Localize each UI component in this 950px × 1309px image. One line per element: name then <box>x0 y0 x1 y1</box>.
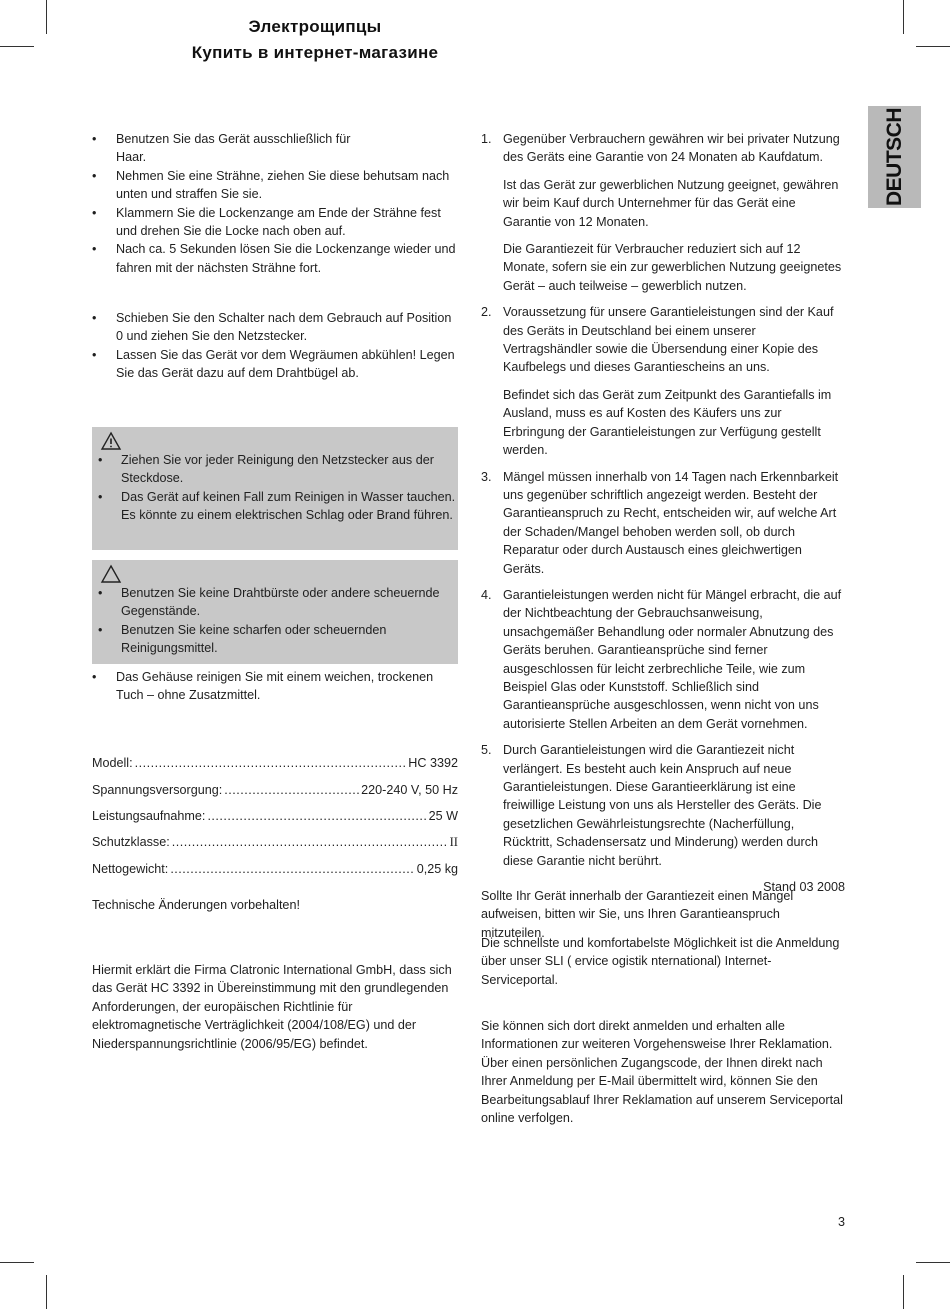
usage-list <box>92 130 458 277</box>
service-portal-note: Die schnellste und komfortabelste Möglichkeit ist die Anmeldung über unser SLI ( ervice ogistik nternational) Internet-Serviceportal. <box>481 936 840 987</box>
crop-mark <box>903 1275 904 1309</box>
spec-row-protection-class <box>92 833 458 851</box>
language-tab <box>868 106 921 208</box>
crop-mark <box>903 0 904 34</box>
list-item: • Lassen Sie das Gerät vor dem Wegräumen abkühlen! Legen Sie das Gerät dazu auf dem Drahtbügel ab. <box>92 346 458 383</box>
crop-mark <box>0 46 34 47</box>
list-item: 2. Voraussetzung für unsere Garantieleistungen sind der Kauf des Geräts in Deutschland bei einem unserer Vertragshändler sowie die Übersendung einer Kopie des Kaufbelegs und dieses Garantiescheins an uns. Befindet sich das Gerät zum Zeitpunkt des Garantiefalls im Ausland, muss es auf Kosten des Käufers uns zur Erbringung der Garantieleistungen zur Verfügung gestellt werden. <box>481 305 834 458</box>
warning-box-abrasives <box>92 560 458 664</box>
list-item: 1. Gegenüber Verbrauchern gewähren wir bei privater Nutzung des Geräts eine Garantie von 24 Monaten ab Kaufdatum. Ist das Gerät zur gewerblichen Nutzung geeignet, gewähren wir beim Kauf durch Unternehmer für das Gerät eine Garantie von 12 Monaten. Die Garantiezeit für Verbraucher reduziert sich auf 12 Monate, sofern sie ein zur gewerblichen Nutzung geeignetes Gerät – auch teilweise – gewerblich nutzen. <box>481 132 842 293</box>
spec-value: HC 3392 <box>408 756 458 770</box>
list-item: 3. Mängel müssen innerhalb von 14 Tagen nach Erkennbarkeit uns gegenüber schriftlich angezeigt werden. Besteht der Garantieanspruch zu Recht, entscheiden wir, auf welche Art der Schaden/Mangel behoben werden soll, ob durch Reparatur oder durch Austausch eines gleichwertigen Geräts. <box>481 469 839 576</box>
page-header <box>140 14 490 66</box>
service-intro: Sollte Ihr Gerät innerhalb der Garantiezeit einen Mangel aufweisen, bitten wir Sie, uns Ihren Garantieanspruch mitzuteilen. <box>481 889 794 940</box>
warning-list <box>92 451 458 525</box>
crop-mark <box>0 1262 34 1263</box>
crop-mark <box>916 1262 950 1263</box>
spec-row-voltage <box>92 781 458 799</box>
list-item: • Benutzen Sie keine Drahtbürste oder andere scheuernde Gegenstände. <box>92 584 458 621</box>
list-item: • Das Gerät auf keinen Fall zum Reinigen in Wasser tauchen. Es könnte zu einem elektrischen Schlag oder Brand führen. <box>92 488 458 525</box>
spec-label: Nettogewicht: <box>92 862 169 876</box>
spec-label: Modell: <box>92 756 133 770</box>
spec-value: 25 W <box>428 809 458 823</box>
crop-mark <box>46 0 47 34</box>
service-tracking-note: Über einen persönlichen Zugangscode, der Ihnen direkt nach Ihrer Anmeldung per E-Mail übermittelt wird, können Sie den Bearbeitungsablauf Ihrer Reklamation auf unserem Serviceportal online verfolgen. <box>481 1056 843 1126</box>
spec-label: Leistungsaufnahme: <box>92 809 206 823</box>
after-use-list <box>92 309 458 383</box>
spec-label: Spannungsversorgung: <box>92 783 223 797</box>
cleaning-list <box>92 668 458 705</box>
warning-list <box>92 584 458 658</box>
list-item: • Benutzen Sie keine scharfen oder scheuernden Reinigungsmittel. <box>92 621 458 658</box>
warranty-section <box>481 130 845 896</box>
spec-row-model <box>92 754 458 772</box>
list-item: 5. Durch Garantieleistungen wird die Garantiezeit nicht verlängert. Es besteht auch kein Anspruch auf neue Garantieleistungen. Diese Garantieerklärung ist eine freiwillige Leistung von uns als Hersteller des Geräts. Die gesetzlichen Gewährleistungsrechte (Nacherfüllung, Rücktritt, Schadensersatz und Minderung) werden durch diese Garantie nicht berührt. <box>481 743 822 868</box>
header-title: Электрощипцы <box>248 17 382 36</box>
warranty-list <box>481 130 845 870</box>
crop-mark <box>46 1275 47 1309</box>
spec-value: 0,25 kg <box>416 862 458 876</box>
service-registration-note: Sie können sich dort direkt anmelden und erhalten alle Informationen zur weiteren Vorgehensweise Ihrer Reklamation. <box>481 1019 833 1052</box>
list-item: • Ziehen Sie vor jeder Reinigung den Netzstecker aus der Steckdose. <box>92 451 458 488</box>
warning-box-unplug <box>92 427 458 550</box>
spec-value: II <box>449 835 458 849</box>
spec-row-weight <box>92 860 458 878</box>
language-tab-label: DEUTSCH <box>882 107 906 207</box>
cleaning-note-section <box>92 668 458 705</box>
spec-value: 220-240 V, 50 Hz <box>361 783 458 797</box>
header-link[interactable]: Купить в интернет-магазине <box>191 43 439 62</box>
page-number: 3 <box>837 1215 845 1229</box>
list-item: • Schieben Sie den Schalter nach dem Gebrauch auf Position 0 und ziehen Sie den Netzstecker. <box>92 309 458 346</box>
stand-date: Stand 03 2008 <box>763 880 845 895</box>
warning-triangle-icon <box>100 431 122 451</box>
technical-changes-note: Technische Änderungen vorbehalten! <box>92 898 300 912</box>
list-item: • Klammern Sie die Lockenzange am Ende der Strähne fest und drehen Sie die Locke nach oben auf. <box>92 204 458 241</box>
usage-list-section <box>92 130 458 277</box>
crop-mark <box>916 46 950 47</box>
list-item: • Benutzen Sie das Gerät ausschließlich fürHaar. <box>92 130 458 167</box>
spec-row-power <box>92 807 458 825</box>
spec-label: Schutzklasse: <box>92 835 170 849</box>
conformity-declaration: Hiermit erklärt die Firma Clatronic International GmbH, dass sich das Gerät HC 3392 in Übereinstimmung mit den grundlegenden Anforderungen, der europäischen Richtlinie für elektromagnetische Verträglichkeit (2004/108/EG) und der Niederspannungsrichtlinie (2006/95/EG) befindet. <box>92 963 452 1051</box>
after-use-section <box>92 309 458 383</box>
list-item: 4. Garantieleistungen werden nicht für Mängel erbracht, die auf der Nichtbeachtung der Gebrauchsanweisung, unsachgemäßer Behandlung oder normaler Abnutzung des Geräts beruhen. Garantieansprüche sind ferner ausgeschlossen für leicht zerbrechliche Teile, wie zum Beispiel Glas oder Kunststoff. Schließlich sind Garantieansprüche ausgeschlossen, wenn nicht von uns autorisierte Stellen Arbeiten an dem Gerät vornehmen. <box>481 587 842 731</box>
caution-triangle-icon <box>100 564 122 584</box>
list-item: • Nehmen Sie eine Strähne, ziehen Sie diese behutsam nach unten und straffen Sie sie. <box>92 167 458 204</box>
list-item: • Das Gehäuse reinigen Sie mit einem weichen, trockenen Tuch – ohne Zusatzmittel. <box>92 668 458 705</box>
list-item: • Nach ca. 5 Sekunden lösen Sie die Lockenzange wieder und fahren mit der nächsten Strähne fort. <box>92 240 458 277</box>
